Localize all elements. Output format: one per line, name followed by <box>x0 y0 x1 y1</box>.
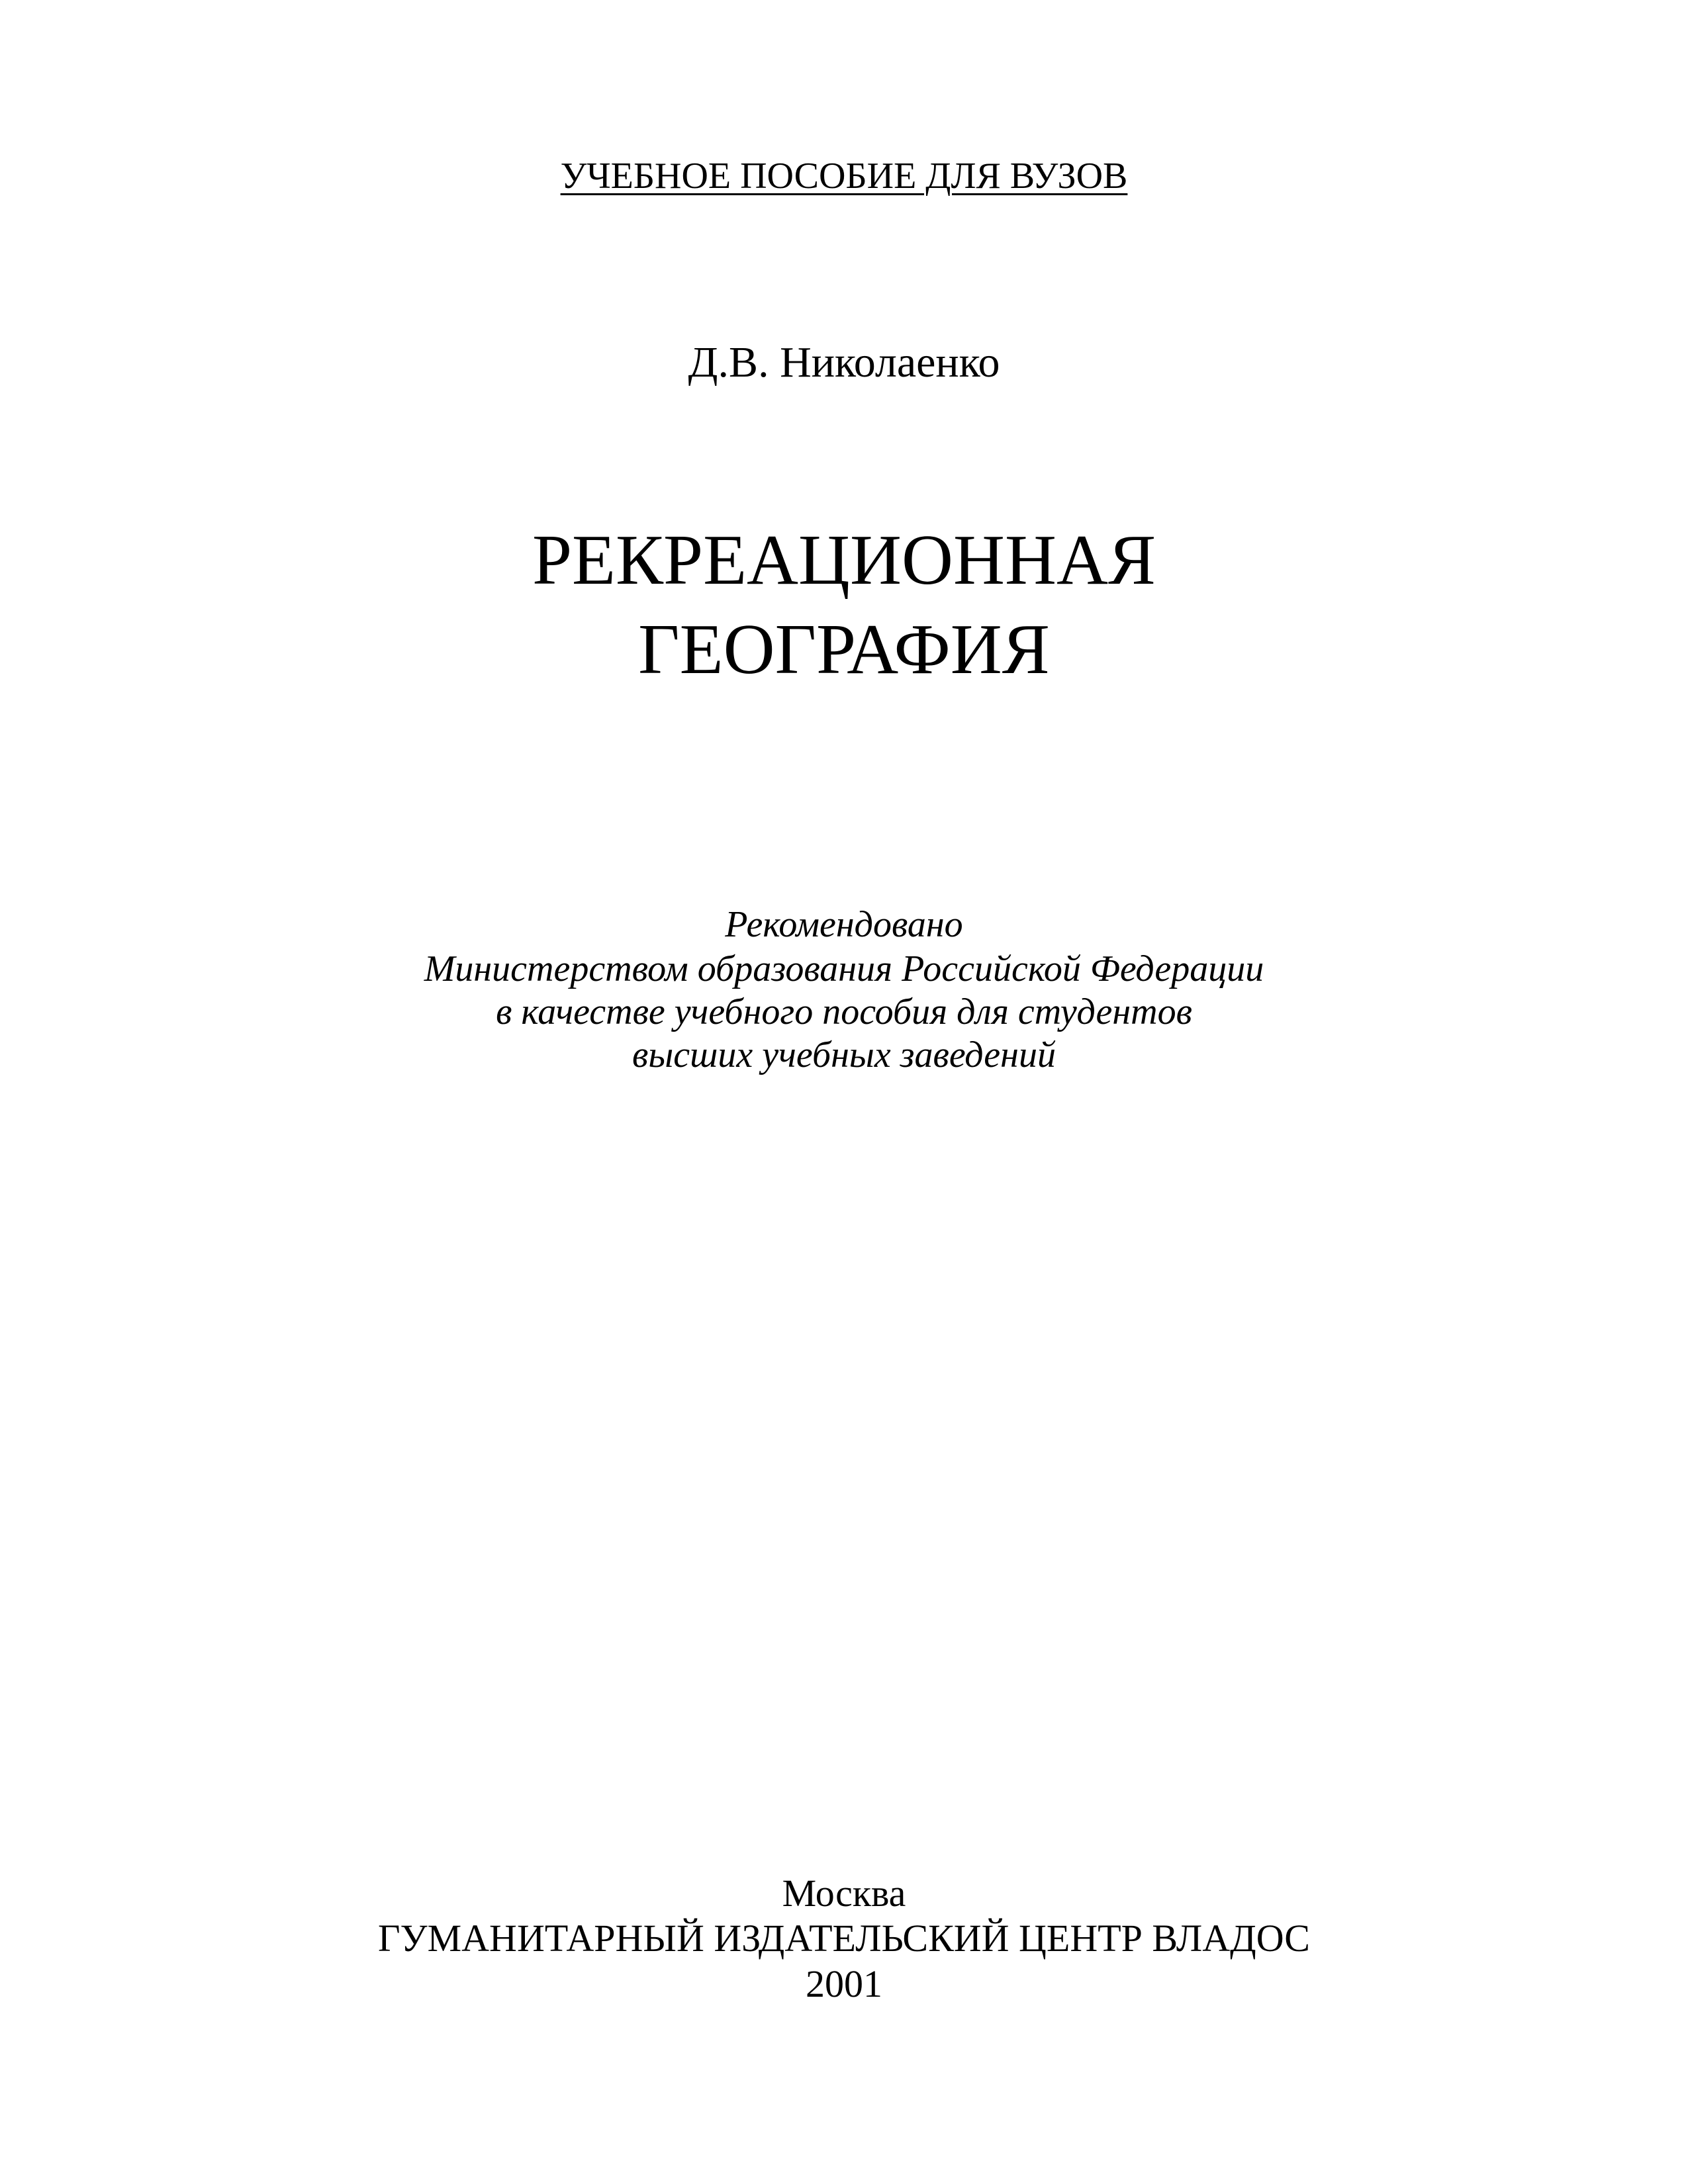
series-heading-text: УЧЕБНОЕ ПОСОБИЕ ДЛЯ ВУЗОВ <box>560 156 1128 197</box>
imprint-year: 2001 <box>806 1962 882 2005</box>
approval-line-4: высших учебных заведений <box>632 1034 1056 1075</box>
approval-line-1: Рекомендовано <box>725 904 963 945</box>
book-title-line-1: РЕКРЕАЦИОННАЯ <box>532 521 1156 600</box>
imprint-publisher: ГУМАНИТАРНЫЙ ИЗДАТЕЛЬСКИЙ ЦЕНТР ВЛАДОС <box>378 1917 1310 1960</box>
imprint-city: Москва <box>782 1872 906 1915</box>
series-heading <box>0 158 1688 195</box>
book-title-line-2: ГЕОГРАФИЯ <box>638 610 1050 689</box>
approval-line-3: в качестве учебного пособия для студентов <box>496 991 1192 1032</box>
approval-line-2: Министерством образования Российской Федерации <box>424 948 1264 989</box>
author-name: Д.В. Николаенко <box>688 338 1000 387</box>
